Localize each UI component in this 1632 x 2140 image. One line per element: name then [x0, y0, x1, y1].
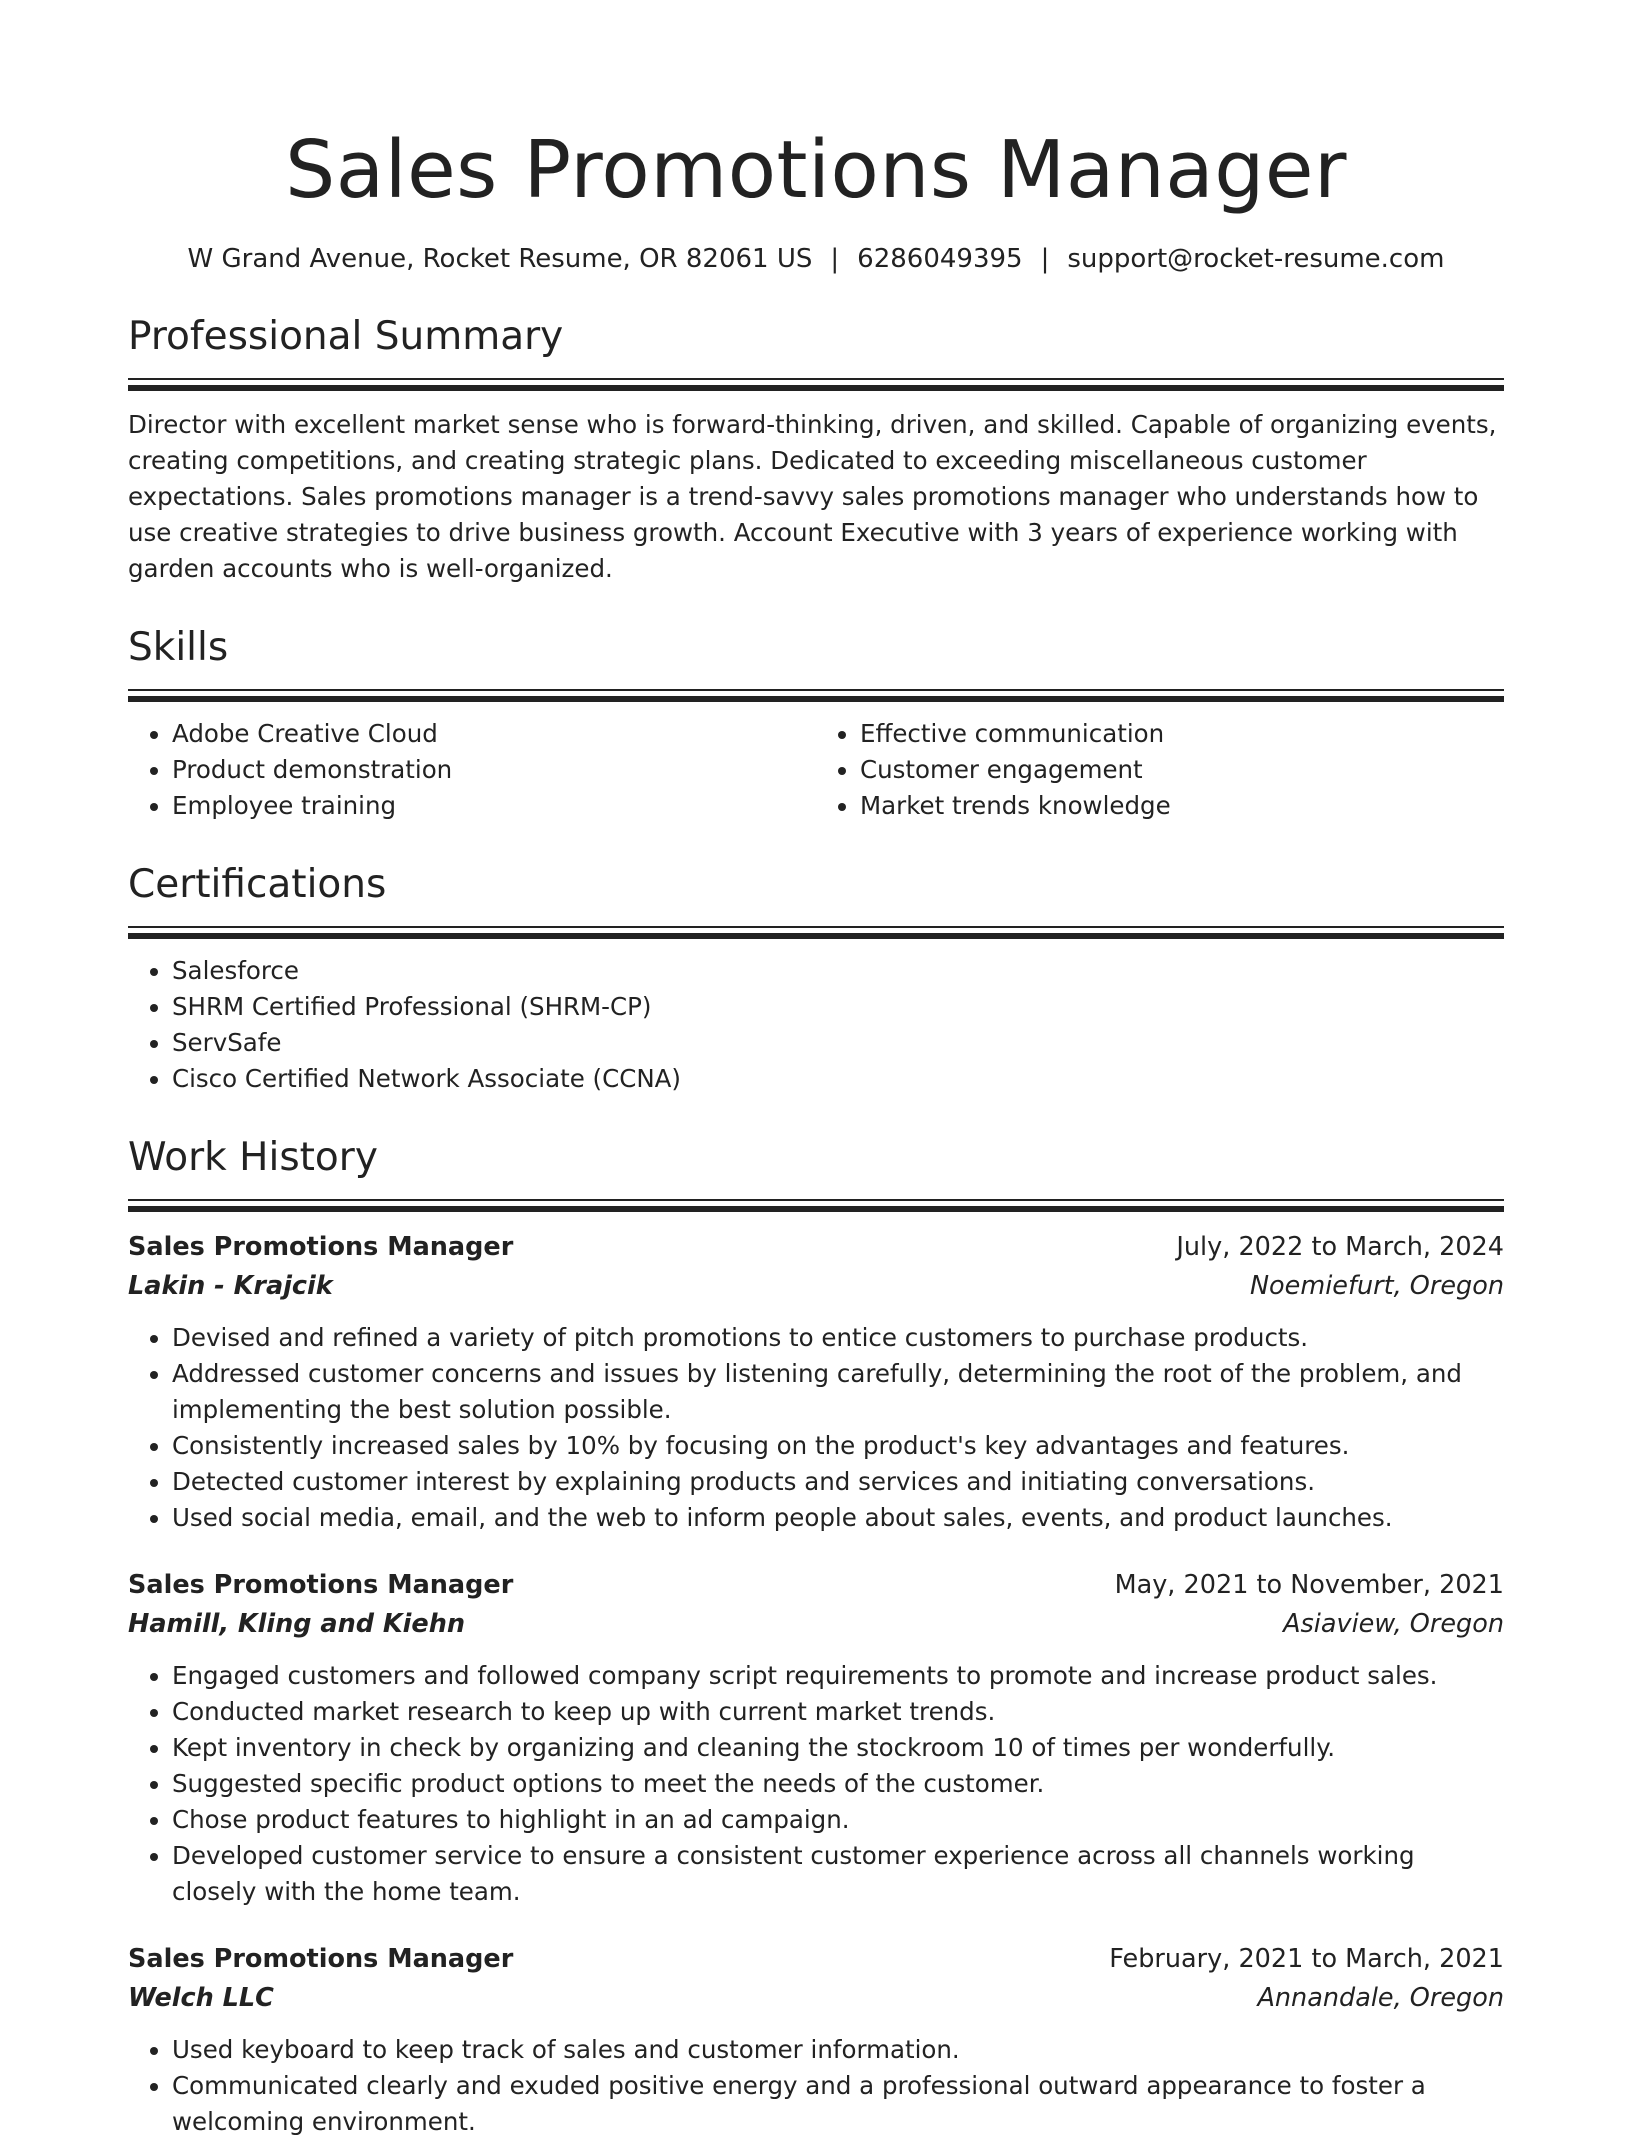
section-divider — [128, 689, 1504, 700]
job-bullet: • Used keyboard to keep track of sales and customer information. — [172, 2032, 1504, 2068]
job-title: Sales Promotions Manager — [128, 1570, 514, 1600]
job-bullet: • Kept inventory in check by organizing and cleaning the stockroom 10 of times per wonderfully. — [172, 1730, 1504, 1766]
certification-item: • ServSafe — [172, 1025, 1504, 1061]
job-bullets — [128, 2032, 1504, 2140]
summary-section — [128, 312, 1504, 587]
job-entry — [128, 1566, 1504, 1910]
skill-item: • Customer engagement — [860, 752, 1504, 788]
contact-line — [128, 242, 1504, 276]
job-bullets — [128, 1320, 1504, 1536]
contact-separator: | — [830, 244, 840, 274]
skills-section — [128, 623, 1504, 824]
job-entry — [128, 1940, 1504, 2140]
skill-item: • Employee training — [172, 788, 816, 824]
skill-item: • Market trends knowledge — [860, 788, 1504, 824]
job-dates: February, 2021 to March, 2021 — [1109, 1944, 1504, 1974]
skill-item: • Adobe Creative Cloud — [172, 716, 816, 752]
section-title-summary: Professional Summary — [128, 314, 564, 359]
job-subheader — [128, 1604, 1504, 1644]
job-bullet: • Addressed customer concerns and issues by listening carefully, determining the root of the problem, and implementing the best solution possible. — [172, 1356, 1504, 1428]
job-location: Noemiefurt, Oregon — [1249, 1271, 1504, 1301]
skill-item: • Effective communication — [860, 716, 1504, 752]
job-subheader — [128, 1978, 1504, 2018]
job-bullets — [128, 1658, 1504, 1910]
job-title: Sales Promotions Manager — [128, 1944, 514, 1974]
certification-item: • Cisco Certified Network Associate (CCNA) — [172, 1061, 1504, 1097]
job-bullet: • Chose product features to highlight in an ad campaign. — [172, 1802, 1504, 1838]
section-divider — [128, 1199, 1504, 1210]
summary-text: Director with excellent market sense who is forward-thinking, driven, and skilled. Capable of organizing events, creating competitions, and creating strategic plans. Dedicated to exceeding miscellaneous customer expectations. Sales promotions manager is a trend-savvy sales promotions manager who understands how to use creative strategies to drive business growth. Account Executive with 3 years of experience working with garden accounts who is well-organized. — [128, 410, 1497, 583]
job-bullet: • Suggested specific product options to meet the needs of the customer. — [172, 1766, 1504, 1802]
job-dates: July, 2022 to March, 2024 — [1176, 1232, 1504, 1262]
certifications-section — [128, 860, 1504, 1097]
job-title: Sales Promotions Manager — [128, 1232, 514, 1262]
job-location: Asiaview, Oregon — [1283, 1609, 1504, 1639]
job-header — [128, 1228, 1504, 1266]
work-history-section — [128, 1133, 1504, 2140]
resume-name: Sales Promotions Manager — [285, 124, 1347, 216]
section-divider — [128, 926, 1504, 937]
job-header — [128, 1940, 1504, 1978]
skills-columns — [128, 716, 1504, 824]
job-bullet: • Used social media, email, and the web to inform people about sales, events, and product launches. — [172, 1500, 1504, 1536]
section-divider — [128, 378, 1504, 389]
certifications-list — [128, 953, 1504, 1097]
contact-separator: | — [1040, 244, 1050, 274]
job-header — [128, 1566, 1504, 1604]
job-company: Hamill, Kling and Kiehn — [128, 1609, 466, 1639]
job-entry — [128, 1228, 1504, 1536]
job-bullet: • Consistently increased sales by 10% by focusing on the product's key advantages and features. — [172, 1428, 1504, 1464]
job-company: Lakin - Krajcik — [128, 1271, 333, 1301]
job-bullet: • Devised and refined a variety of pitch promotions to entice customers to purchase products. — [172, 1320, 1504, 1356]
job-bullet: • Detected customer interest by explaining products and services and initiating conversations. — [172, 1464, 1504, 1500]
job-bullet: • Engaged customers and followed company script requirements to promote and increase product sales. — [172, 1658, 1504, 1694]
certification-item: • Salesforce — [172, 953, 1504, 989]
certification-item: • SHRM Certified Professional (SHRM-CP) — [172, 989, 1504, 1025]
section-title-skills: Skills — [128, 625, 229, 670]
job-bullet: • Developed customer service to ensure a consistent customer experience across all channels working closely with the home team. — [172, 1838, 1504, 1910]
job-dates: May, 2021 to November, 2021 — [1114, 1570, 1504, 1600]
skills-list-left — [128, 716, 816, 824]
contact-address: W Grand Avenue, Rocket Resume, OR 82061 US — [187, 244, 813, 274]
skills-list-right — [816, 716, 1504, 824]
job-location: Annandale, Oregon — [1257, 1983, 1504, 2013]
job-subheader — [128, 1266, 1504, 1306]
skill-item: • Product demonstration — [172, 752, 816, 788]
contact-email: support@rocket-resume.com — [1067, 244, 1445, 274]
job-bullet: • Communicated clearly and exuded positive energy and a professional outward appearance to foster a welcoming environment. — [172, 2068, 1504, 2140]
job-company: Welch LLC — [128, 1983, 274, 2013]
job-bullet: • Conducted market research to keep up with current market trends. — [172, 1694, 1504, 1730]
contact-phone: 6286049395 — [857, 244, 1023, 274]
section-title-certifications: Certifications — [128, 862, 387, 907]
section-title-work-history: Work History — [128, 1135, 378, 1180]
